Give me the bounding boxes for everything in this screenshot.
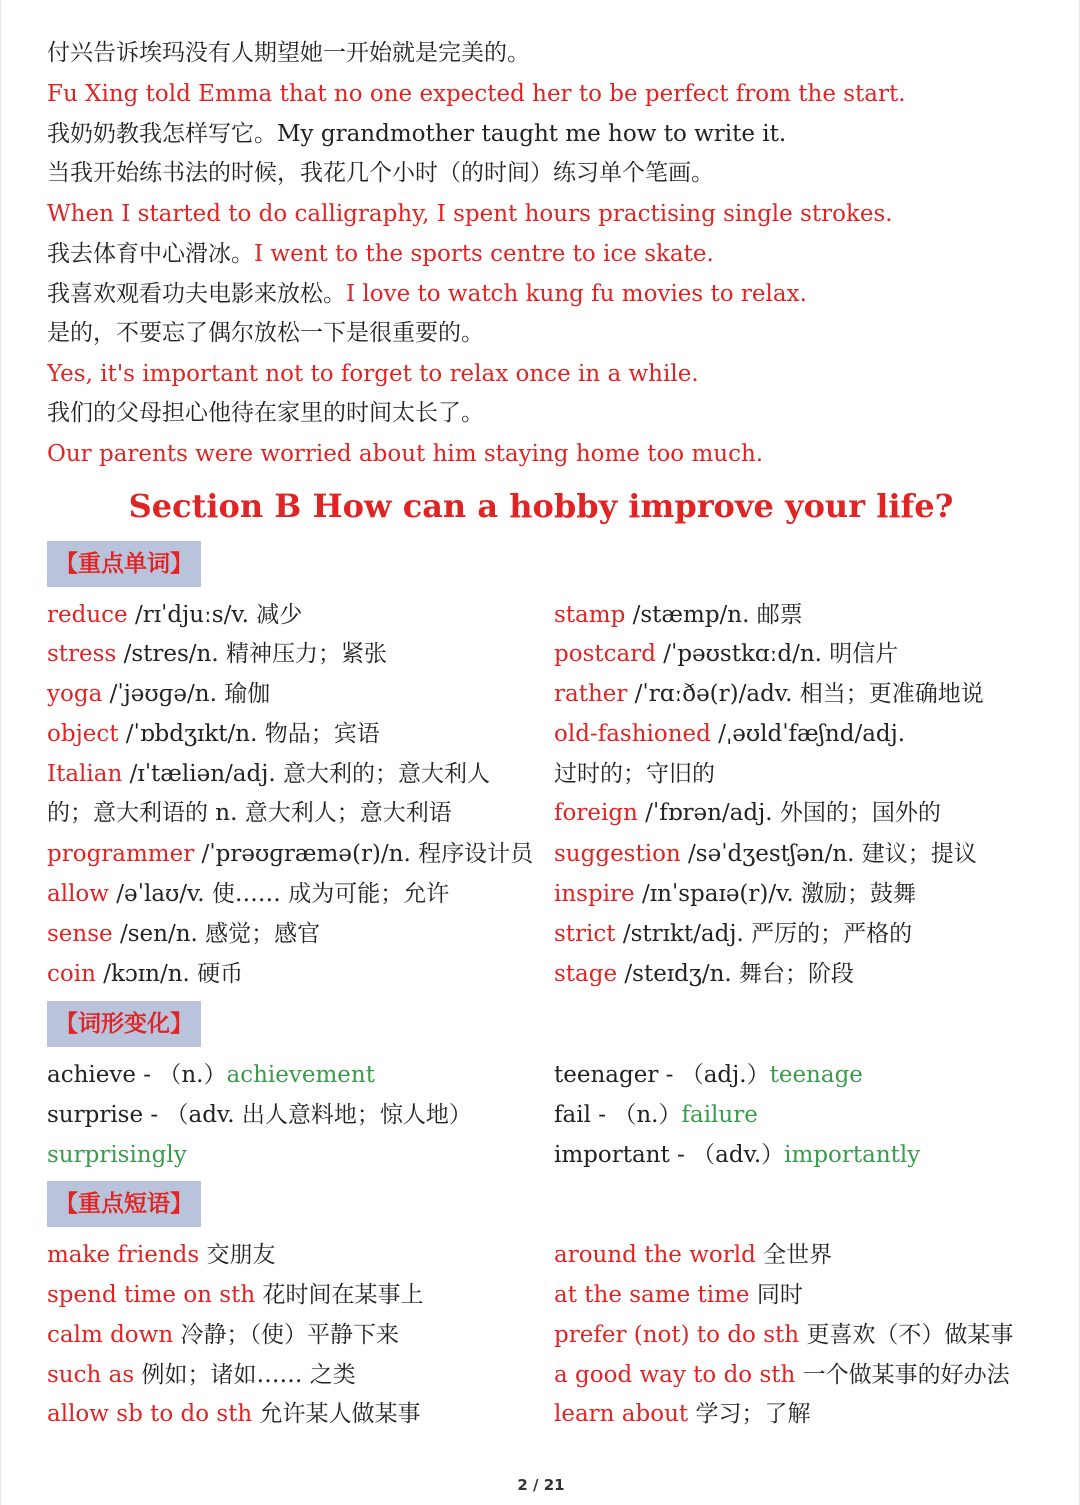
sentence-en: When I started to do calligraphy, I spent hours practising single strokes. — [47, 201, 893, 227]
word-term: rather — [554, 681, 628, 707]
sentence-zh: 我去体育中心滑冰。 — [47, 241, 254, 267]
sentence-en: I love to watch kung fu movies to relax. — [346, 281, 807, 307]
form-base: teenager - （adj.） — [554, 1062, 770, 1088]
sentence-line — [47, 158, 714, 188]
word-term: inspire — [554, 881, 635, 907]
sentence-en: Fu Xing told Emma that no one expected her to be perfect from the start. — [47, 81, 906, 107]
phrase-term: at the same time — [554, 1282, 750, 1308]
word-term: suggestion — [554, 841, 681, 867]
sentence-line — [47, 398, 484, 428]
word-term: coin — [47, 961, 96, 987]
word-term: programmer — [47, 841, 195, 867]
word-term: old-fashioned — [554, 721, 711, 747]
phrase-meaning: 例如；诸如…… 之类 — [134, 1362, 356, 1388]
phrase-entry — [554, 1360, 1010, 1390]
phrase-entry — [554, 1320, 1013, 1350]
word-definition: /rɪˈdjuːs/v. 减少 — [127, 602, 303, 628]
word-entry — [47, 798, 452, 828]
word-definition: /ˈjəʊɡə/n. 瑜伽 — [102, 681, 271, 707]
phrase-meaning: 全世界 — [755, 1242, 833, 1268]
phrase-meaning: 一个做某事的好办法 — [795, 1362, 1010, 1388]
word-term: foreign — [554, 800, 638, 826]
phrase-term: make friends — [47, 1242, 200, 1268]
word-definition: /stæmp/n. 邮票 — [625, 602, 803, 628]
key-phrases-tag: 【重点短语】 — [47, 1181, 201, 1227]
sentence-zh: 是的，不要忘了偶尔放松一下是很重要的。 — [47, 320, 484, 346]
sentence-en: Yes, it's important not to forget to relax once in a while. — [47, 361, 699, 387]
phrase-entry — [554, 1280, 803, 1310]
phrase-meaning: 学习；了解 — [688, 1401, 811, 1427]
sentence-zh: 我喜欢观看功夫电影来放松。 — [47, 281, 346, 307]
word-term: postcard — [554, 641, 656, 667]
word-definition: /ˈpəʊstkɑːd/n. 明信片 — [655, 641, 899, 667]
form-base: fail - （n.） — [554, 1102, 682, 1128]
word-definition: /səˈdʒestʃən/n. 建议；提议 — [680, 841, 977, 867]
sentence-line — [47, 38, 530, 68]
sentence-line — [47, 79, 906, 109]
sentence-line — [47, 318, 484, 348]
phrase-meaning: 更喜欢（不）做某事 — [799, 1322, 1014, 1348]
word-definition: /sen/n. 感觉；感官 — [112, 921, 321, 947]
word-term: stress — [47, 641, 117, 667]
sentence-line — [47, 239, 714, 269]
word-definition: /ˈrɑːðə(r)/adv. 相当；更准确地说 — [627, 681, 984, 707]
form-entry — [554, 1140, 920, 1170]
word-definition: /ɪˈtæliən/adj. 意大利的；意大利人 — [122, 761, 490, 787]
phrase-entry — [47, 1360, 356, 1390]
form-base: surprise - （adv. 出人意料地；惊人地） — [47, 1102, 472, 1128]
sentence-en: Our parents were worried about him staying home too much. — [47, 441, 764, 467]
sentence-zh: 我奶奶教我怎样写它。My grandmother taught me how to write it. — [47, 121, 787, 147]
phrase-meaning: 花时间在某事上 — [255, 1282, 424, 1308]
sentence-en: I went to the sports centre to ice skate. — [254, 241, 714, 267]
word-entry — [554, 639, 898, 669]
form-derived: surprisingly — [47, 1142, 187, 1168]
word-term: sense — [47, 921, 113, 947]
word-entry — [47, 639, 387, 669]
word-definition: /ˈɒbdʒɪkt/n. 物品；宾语 — [118, 721, 380, 747]
phrase-term: spend time on sth — [47, 1282, 256, 1308]
page-number: 2 / 21 — [517, 1476, 565, 1494]
form-derived: teenage — [769, 1062, 863, 1088]
phrase-entry — [47, 1399, 421, 1429]
word-entry — [47, 919, 320, 949]
word-term: yoga — [47, 681, 103, 707]
word-forms-tag: 【词形变化】 — [47, 1001, 201, 1047]
word-definition: /strɪkt/adj. 严厉的；严格的 — [615, 921, 913, 947]
sentence-line — [47, 439, 763, 469]
form-derived: achievement — [226, 1062, 375, 1088]
word-definition: /ˈprəʊɡræmə(r)/n. 程序设计员 — [194, 841, 534, 867]
word-definition: /steɪdʒ/n. 舞台；阶段 — [617, 961, 855, 987]
sentence-zh: 我们的父母担心他待在家里的时间太长了。 — [47, 400, 484, 426]
word-entry — [554, 679, 984, 709]
phrase-term: prefer (not) to do sth — [554, 1322, 800, 1348]
word-entry — [47, 959, 243, 989]
word-definition: /stres/n. 精神压力；紧张 — [116, 641, 387, 667]
word-term: strict — [554, 921, 616, 947]
form-derived: failure — [681, 1102, 758, 1128]
phrase-term: a good way to do sth — [554, 1362, 796, 1388]
form-base: important - （adv.） — [554, 1142, 785, 1168]
word-entry — [47, 839, 533, 869]
word-entry — [554, 600, 803, 630]
phrase-term: calm down — [47, 1322, 174, 1348]
word-entry — [47, 600, 302, 630]
word-entry — [554, 759, 715, 789]
form-entry — [47, 1100, 472, 1130]
phrase-term: allow sb to do sth — [47, 1401, 253, 1427]
phrase-entry — [47, 1320, 399, 1350]
word-entry — [554, 879, 916, 909]
word-definition: /ˈfɒrən/adj. 外国的；国外的 — [637, 800, 941, 826]
word-term: reduce — [47, 602, 128, 628]
word-term: Italian — [47, 761, 123, 787]
sentence-line — [47, 279, 807, 309]
word-entry — [47, 679, 270, 709]
phrase-entry — [47, 1240, 276, 1270]
phrase-meaning: 同时 — [749, 1282, 803, 1308]
phrase-term: learn about — [554, 1401, 689, 1427]
sentence-line — [47, 199, 893, 229]
word-definition: /ˌəʊldˈfæʃnd/adj. — [710, 721, 906, 747]
sentence-zh: 当我开始练书法的时候，我花几个小时（的时间）练习单个笔画。 — [47, 160, 714, 186]
word-entry — [554, 798, 941, 828]
word-definition: 过时的；守旧的 — [554, 761, 715, 787]
phrase-term: around the world — [554, 1242, 756, 1268]
sentence-line — [47, 359, 699, 389]
phrase-meaning: 交朋友 — [199, 1242, 276, 1268]
word-entry — [47, 879, 449, 909]
phrase-meaning: 冷静；（使）平静下来 — [173, 1322, 399, 1348]
sentence-line — [47, 119, 786, 149]
word-definition: 的；意大利语的 n. 意大利人；意大利语 — [47, 800, 452, 826]
phrase-entry — [554, 1399, 810, 1429]
sentence-zh: 付兴告诉埃玛没有人期望她一开始就是完美的。 — [47, 40, 530, 66]
form-entry — [47, 1140, 187, 1170]
key-words-tag: 【重点单词】 — [47, 541, 201, 587]
phrase-entry — [554, 1240, 832, 1270]
word-definition: /əˈlaʊ/v. 使…… 成为可能；允许 — [108, 881, 450, 907]
form-base: achieve - （n.） — [47, 1062, 227, 1088]
word-definition: /ɪnˈspaɪə(r)/v. 激励；鼓舞 — [634, 881, 917, 907]
word-entry — [554, 719, 905, 749]
form-entry — [554, 1060, 863, 1090]
form-derived: importantly — [784, 1142, 921, 1168]
form-entry — [47, 1060, 375, 1090]
word-entry — [47, 719, 380, 749]
word-term: allow — [47, 881, 109, 907]
form-entry — [554, 1100, 758, 1130]
word-entry — [47, 759, 490, 789]
word-term: stamp — [554, 602, 626, 628]
section-title: Section B How can a hobby improve your life? — [128, 487, 954, 525]
word-term: object — [47, 721, 119, 747]
phrase-term: such as — [47, 1362, 135, 1388]
word-term: stage — [554, 961, 618, 987]
word-entry — [554, 959, 854, 989]
word-definition: /kɔɪn/n. 硬币 — [95, 961, 244, 987]
word-entry — [554, 919, 912, 949]
phrase-meaning: 允许某人做某事 — [252, 1401, 421, 1427]
word-entry — [554, 839, 977, 869]
phrase-entry — [47, 1280, 423, 1310]
